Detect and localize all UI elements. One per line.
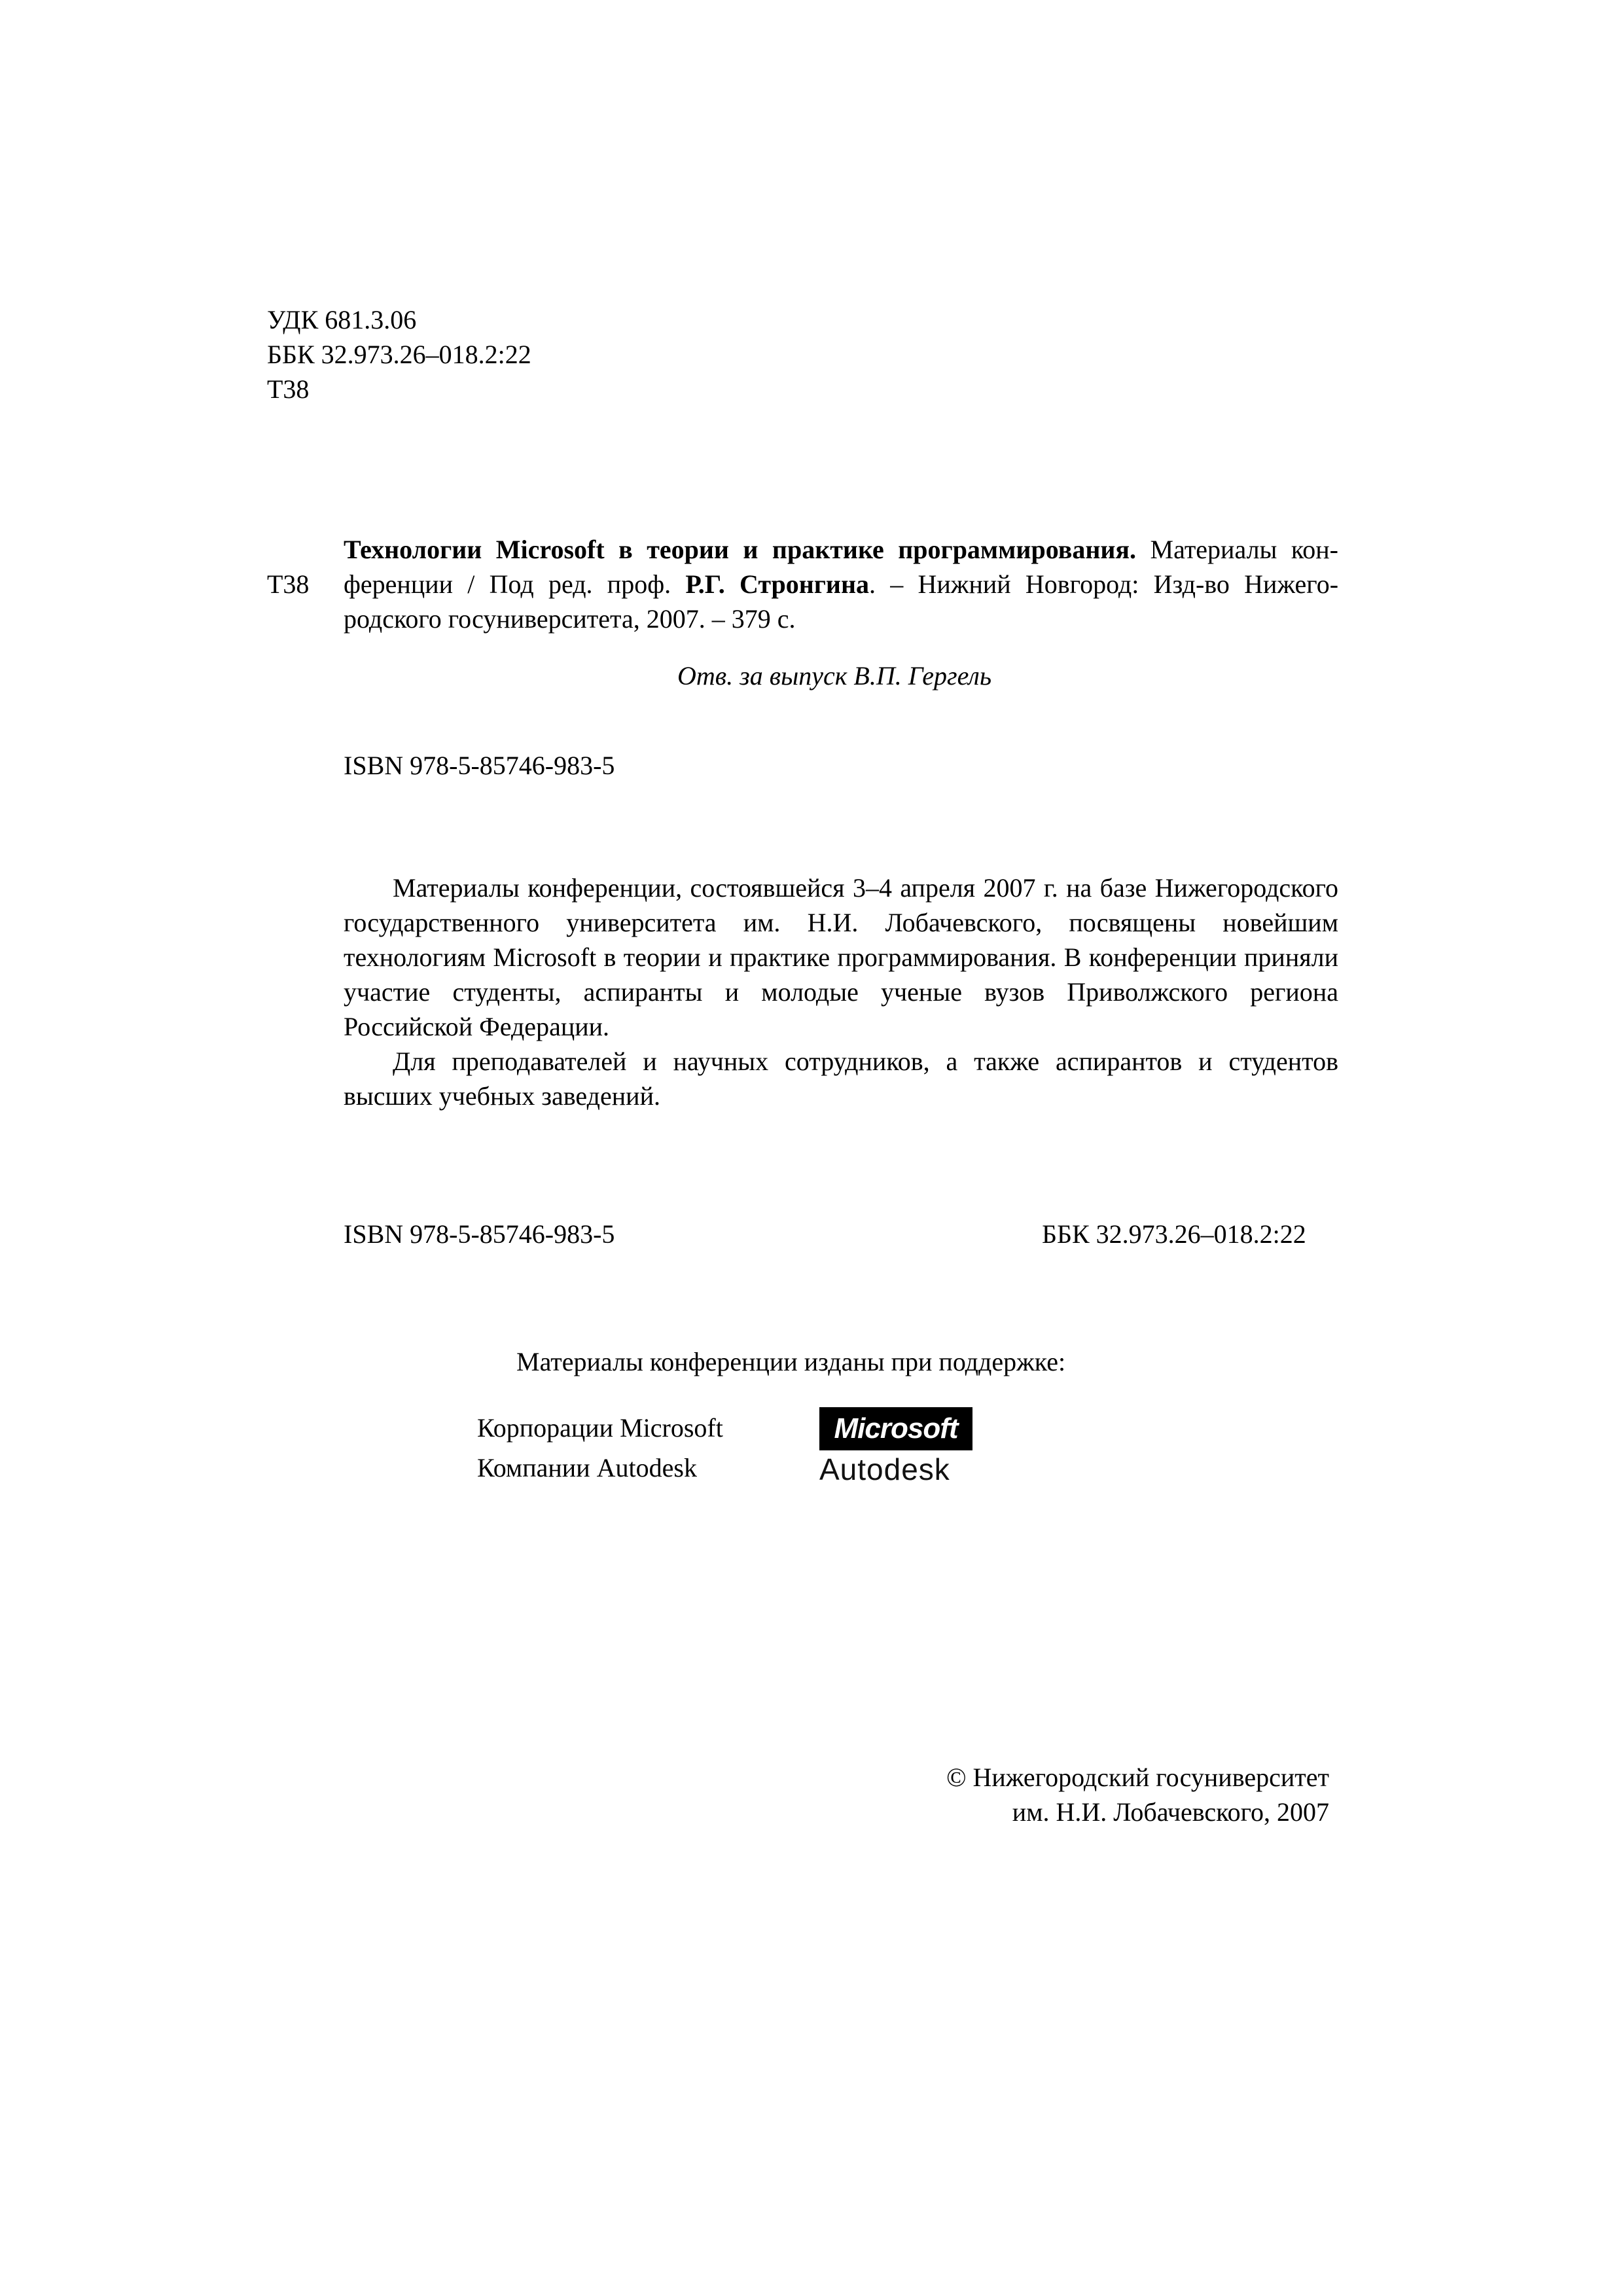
copyright-line-2: им. Н.И. Лобачевского, 2007 [1012,1797,1329,1827]
biblio-text-3: . – Нижний Новгород: Изд-во Нижего- [869,569,1339,599]
abstract [344,870,1338,1113]
editor-name: Р.Г. Стронгина [685,569,870,599]
copyright-notice [946,1760,1329,1829]
responsible-editor: Отв. за выпуск В.П. Гергель [677,661,992,691]
biblio-text-1: Материалы кон- [1136,535,1338,564]
biblio-text-2: ференции / Под ред. проф. [344,569,686,599]
bibliographic-entry [344,532,1338,636]
cutter-mark: Т38 [267,569,310,599]
cutter-code: Т38 [267,374,310,404]
classification-codes [267,302,531,406]
bbk-bottom: ББК 32.973.26–018.2:22 [1042,1219,1306,1249]
sponsor-microsoft: Корпорации Microsoft [477,1413,723,1443]
udk-code: УДК 681.3.06 [267,305,417,334]
book-title: Технологии Microsoft в теории и практике программирования. [344,535,1137,564]
microsoft-logo [819,1407,972,1450]
autodesk-logo: Autodesk [819,1452,950,1486]
bbk-code: ББК 32.973.26–018.2:22 [267,340,531,369]
sponsor-autodesk: Компании Autodesk [477,1453,697,1482]
sponsor-list [477,1410,723,1490]
abstract-paragraph-1: Материалы конференции, состоявшейся 3–4 апреля 2007 г. на базе Нижегородского государственного университета им. Н.И. Лобачевского, посвящены новейшим технологиям Microsoft в теории и практике программирования. В конференции приняли участие студенты, аспиранты и молодые ученые вузов Приволжского региона Российской Федерации. [344,873,1338,1041]
isbn-bottom: ISBN 978-5-85746-983-5 [344,1219,615,1249]
abstract-paragraph-2: Для преподавателей и научных сотрудников, а также аспирантов и студентов высших учебных заведений. [344,1047,1338,1111]
microsoft-logo-text: Microsoft [834,1412,958,1444]
biblio-line-1 [344,532,1338,567]
copyright-line-1: © Нижегородский госуниверситет [946,1763,1329,1792]
biblio-line-2 [344,567,1338,601]
isbn-top: ISBN 978-5-85746-983-5 [344,751,615,780]
biblio-line-3: родского госуниверситета, 2007. – 379 с. [344,604,796,634]
support-heading: Материалы конференции изданы при поддержке: [516,1347,1066,1376]
